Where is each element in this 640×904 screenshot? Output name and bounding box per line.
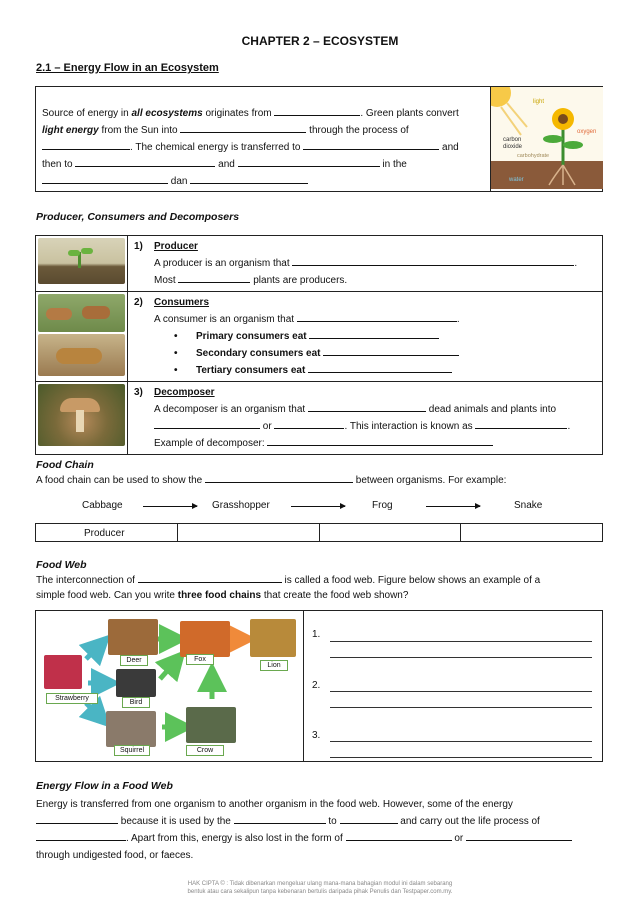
consumers-photo-cell [36, 292, 128, 382]
producer-photo-cell [36, 236, 128, 292]
blank[interactable] [190, 183, 308, 184]
squirrel-label: Squirrel [114, 745, 150, 756]
energy-flow-text: Energy is transferred from one organism to another organism in the food web. However, some of the energy because it is used by the to and carry out the life process of . Apart from this, energy is also lost in the form of or through undigested food, or faeces. [36, 796, 606, 864]
blank[interactable] [267, 445, 493, 446]
deer-label: Deer [120, 655, 148, 666]
bird-icon [116, 669, 156, 697]
answer-line-3a[interactable] [330, 741, 592, 742]
pcd-heading: Producer, Consumers and Decomposers [36, 211, 240, 223]
sunflower-icon [491, 87, 603, 189]
answer-line-1b[interactable] [330, 657, 592, 658]
photosynthesis-diagram [490, 87, 604, 191]
page-title: CHAPTER 2 – ECOSYSTEM [241, 34, 399, 48]
organism-roles-table [35, 235, 603, 455]
producer-description: 1) Producer A producer is an organism that . Most plants are producers. [128, 236, 603, 292]
deer-icon [38, 294, 125, 332]
chain-role-cell: Producer [36, 524, 178, 542]
lion-hunting-icon [38, 334, 125, 376]
section-heading: 2.1 – Energy Flow in an Ecosystem [36, 62, 219, 74]
food-web-figure [35, 610, 603, 762]
chain-organism-4: Snake [514, 500, 543, 511]
chain-role-cell[interactable] [319, 524, 461, 542]
blank[interactable] [466, 840, 572, 841]
blank[interactable] [303, 149, 439, 150]
arrow-icon [426, 506, 480, 507]
strawberry-icon [44, 655, 82, 689]
blank[interactable] [42, 149, 130, 150]
blank[interactable] [42, 183, 168, 184]
arrow-icon [143, 506, 197, 507]
food-chain-intro: A food chain can be used to show the between organisms. For example: [36, 475, 507, 486]
svg-text:carbohydrate: carbohydrate [517, 153, 550, 159]
food-web-diagram [36, 611, 304, 761]
blank[interactable] [75, 166, 215, 167]
squirrel-icon [106, 711, 156, 747]
blank[interactable] [205, 482, 353, 483]
deer-icon [108, 619, 158, 655]
answer-line-2a[interactable] [330, 691, 592, 692]
food-web-heading: Food Web [36, 559, 87, 571]
answer-number-2: 2. [312, 680, 321, 691]
blank[interactable] [297, 321, 457, 322]
blank[interactable] [309, 338, 439, 339]
blank[interactable] [36, 823, 118, 824]
food-chain-table [35, 523, 603, 542]
crow-icon [186, 707, 236, 743]
chain-organism-3: Frog [372, 500, 393, 511]
copyright-footer: HAK CIPTA © : Tidak dibenarkan mengeluar ulang mana-mana bahagian modul ini dalam sebarang bentuk atau cara sekalipun tanpa kebenaran bertulis daripada pihak Penulis dan Testpaper.com.my. [187, 881, 453, 895]
blank[interactable] [308, 372, 452, 373]
mushroom-icon [38, 384, 125, 446]
answer-line-1a[interactable] [330, 641, 592, 642]
blank[interactable] [180, 132, 306, 133]
lion-icon [250, 619, 296, 657]
chain-role-cell[interactable] [461, 524, 603, 542]
bird-label: Bird [122, 697, 150, 708]
chain-organism-2: Grasshopper [212, 500, 270, 511]
food-web-intro: The interconnection of is called a food web. Figure below shows an example of a simple food web. Can you write three food chains that create the food web shown? [36, 575, 541, 601]
svg-text:carbon: carbon [503, 137, 522, 143]
food-chain-heading: Food Chain [36, 459, 94, 471]
lion-label: Lion [260, 660, 288, 671]
decomposer-photo-cell [36, 382, 128, 455]
blank[interactable] [292, 265, 574, 266]
blank[interactable] [475, 428, 567, 429]
seedling-icon [38, 238, 125, 284]
chain-role-cell[interactable] [177, 524, 319, 542]
blank[interactable] [154, 428, 260, 429]
blank[interactable] [340, 823, 398, 824]
chain-organism-1: Cabbage [82, 500, 123, 511]
blank[interactable] [138, 582, 282, 583]
energy-flow-heading: Energy Flow in a Food Web [36, 780, 173, 792]
blank[interactable] [238, 166, 380, 167]
answer-line-3b[interactable] [330, 757, 592, 758]
consumers-description: 2) Consumers A consumer is an organism that . • Primary consumers eat • Secondary consumers eat • Tertiary consumers eat [128, 292, 603, 382]
strawberry-label: Strawberry [46, 693, 98, 704]
energy-source-box [35, 86, 603, 192]
svg-text:oxygen: oxygen [577, 129, 597, 135]
fox-label: Fox [186, 654, 214, 665]
arrow-icon [291, 506, 345, 507]
blank[interactable] [274, 115, 360, 116]
blank[interactable] [234, 823, 326, 824]
fox-icon [180, 621, 230, 657]
blank[interactable] [36, 840, 126, 841]
blank[interactable] [274, 428, 344, 429]
energy-source-text: Source of energy in all ecosystems originates from . Green plants convert light energy from the Sun into through the process of . The chemical energy is transferred to and then to and in the dan [42, 108, 459, 187]
answer-line-2b[interactable] [330, 707, 592, 708]
blank[interactable] [308, 411, 426, 412]
decomposer-description: 3) Decomposer A decomposer is an organism that dead animals and plants into or . This interaction is known as . Example of decomposer: [128, 382, 603, 455]
svg-text:light: light [533, 99, 545, 105]
blank[interactable] [323, 355, 459, 356]
answer-number-3: 3. [312, 730, 321, 741]
svg-text:dioxide: dioxide [503, 144, 523, 150]
crow-label: Crow [186, 745, 224, 756]
blank[interactable] [178, 282, 250, 283]
blank[interactable] [346, 840, 452, 841]
svg-text:water: water [509, 177, 524, 183]
answer-number-1: 1. [312, 629, 321, 640]
